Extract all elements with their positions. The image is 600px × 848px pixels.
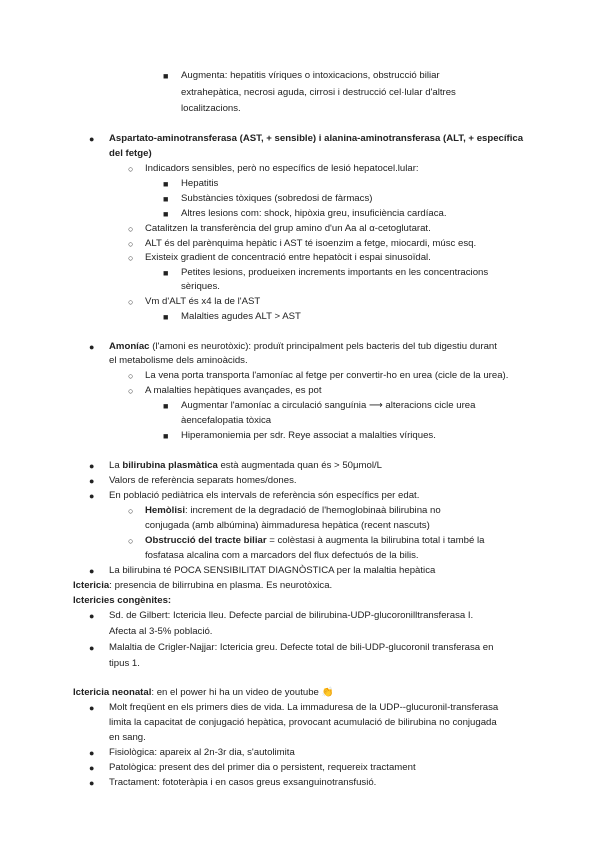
text-span: : en el power hi ha un video de youtube (151, 687, 322, 698)
bullet-circle: ○ (128, 239, 134, 249)
text-line: Sd. de Gilbert: Ictericia lleu. Defecte parcial de bilirubina-UDP-glucoronilltransferasa I. (109, 610, 474, 621)
text-line: Afecta al 3-5% població. (109, 626, 213, 637)
bullet-circle: ○ (128, 253, 134, 263)
text-line: sèriques. (181, 281, 220, 292)
bullet-circle: ○ (128, 224, 134, 234)
text-line: el metabolisme dels aminoàcids. (109, 355, 248, 366)
heading-line: Aspartato-aminotransferasa (AST, + sensible) i alanina-aminotransferasa (ALT, + específica (109, 133, 524, 144)
text-line: fosfatasa alcalina com a marcadors del flux defectuós de la bilis. (145, 550, 419, 561)
bullet-disc: ● (89, 476, 95, 486)
text-line: Hepatitis (181, 178, 219, 189)
bullet-disc: ● (89, 342, 95, 352)
text-line (145, 504, 441, 519)
text-line: Augmenta: hepatitis víriques o intoxicacions, obstrucció biliar (181, 70, 440, 81)
bold-term: Ictericia (73, 580, 110, 591)
text-span: està augmentada quan és > 50μmol/L (217, 460, 382, 471)
bold-term: Obstrucció del tracte biliar (145, 535, 267, 546)
text-line: Vm d'ALT és x4 la de l'AST (145, 296, 261, 307)
bullet-square: ■ (163, 209, 169, 219)
bullet-disc: ● (89, 491, 95, 501)
bullet-circle: ○ (128, 536, 134, 546)
text-line: en sang. (109, 732, 146, 743)
text-span: (l'amoni es neurotòxic): produït principalment pels bacteris del tub digestiu durant (149, 341, 497, 352)
bullet-disc: ● (89, 461, 95, 471)
text-line: Hiperamoniemia per sdr. Reye associat a malalties víriques. (181, 430, 436, 441)
bullet-square: ■ (163, 401, 169, 411)
bullet-circle: ○ (128, 386, 134, 396)
bullet-disc: ● (89, 748, 95, 758)
bold-term: Ictericia neonatal (73, 687, 152, 698)
bullet-square: ■ (163, 268, 169, 278)
text-line: La vena porta transporta l'amoníac al fetge per convertir-ho en urea (cicle de la urea). (145, 370, 509, 381)
text-line: Valors de referència separats homes/dones. (109, 475, 297, 486)
text-line: localitzacions. (181, 103, 241, 114)
bullet-disc: ● (89, 134, 95, 144)
bullet-circle: ○ (128, 506, 134, 516)
text-line: Existeix gradient de concentració entre hepatòcit i espai sinusoïdal. (145, 252, 431, 263)
text-line: extrahepàtica, necrosi aguda, cirrosi i destrucció cel·lular d'altres (181, 87, 456, 98)
text-line: Patològica: present des del primer dia o persistent, requereix tractament (109, 762, 416, 773)
text-span: = colèstasi à augmenta la bilirubina total i també la (266, 535, 485, 546)
text-line (109, 459, 382, 474)
bullet-circle: ○ (128, 297, 134, 307)
bold-term: Hemòlisi (145, 505, 185, 516)
text-line: Fisiològica: apareix al 2n-3r dia, s'autolimita (109, 747, 295, 758)
heading-line: Ictericies congènites: (73, 595, 172, 606)
text-line: Augmentar l'amoníac a circulació sanguínia ⟶ alteracions cicle urea (181, 400, 476, 411)
heading-line: del fetge) (109, 148, 152, 159)
bullet-square: ■ (163, 431, 169, 441)
bullet-disc: ● (89, 703, 95, 713)
text-line: ALT és del parènquima hepàtic i AST té isoenzim a fetge, miocardi, músc esq. (145, 238, 477, 249)
text-line: limita la capacitat de conjugació hepàtica, provocant acumulació de bilirubina no conjugada (109, 717, 497, 728)
bold-term: Amoníac (109, 341, 150, 352)
text-line: Malalties agudes ALT > AST (181, 311, 301, 322)
text-line: En població pediàtrica els intervals de referència són específics per edat. (109, 490, 420, 501)
text-line: conjugada (amb albúmina) àimmaduresa hepàtica (recent nascuts) (145, 520, 430, 531)
bullet-square: ■ (163, 312, 169, 322)
text-line (145, 534, 484, 549)
text-line: àencefalopatia tòxica (181, 415, 272, 426)
text-line: Altres lesions com: shock, hipòxia greu, insuficiència cardíaca. (181, 208, 447, 219)
text-line: Tractament: fototeràpia i en casos greus exsanguinotransfusió. (109, 777, 377, 788)
text-line (73, 686, 334, 701)
text-span: : increment de la degradació de l'hemoglobinaà bilirubina no (185, 505, 441, 516)
bullet-disc: ● (89, 763, 95, 773)
bullet-circle: ○ (128, 371, 134, 381)
text-line (109, 340, 497, 355)
text-span: La (109, 460, 123, 471)
bullet-disc: ● (89, 566, 95, 576)
text-line: tipus 1. (109, 658, 140, 669)
text-line: Indicadors sensibles, però no específics de lesió hepatocel.lular: (145, 163, 419, 174)
text-line: Malaltia de Crigler-Najjar: Ictericia greu. Defecte total de bili-UDP-glucoronil transferasa en (109, 642, 494, 653)
clapping-hands-icon: 👏 (321, 687, 334, 698)
text-span: : presencia de bilirrubina en plasma. Es neurotòxica. (109, 580, 333, 591)
text-line: Petites lesions, produeixen increments importants en les concentracions (181, 267, 489, 278)
text-line: Molt freqüent en els primers dies de vida. La immaduresa de la UDP--glucuronil-transferasa (109, 702, 499, 713)
text-line: Catalitzen la transferència del grup amino d'un Aa al α-cetoglutarat. (145, 223, 431, 234)
bullet-square: ■ (163, 71, 169, 81)
text-line (73, 579, 332, 594)
text-line: La bilirubina té POCA SENSIBILITAT DIAGNÒSTICA per la malaltia hepàtica (109, 565, 436, 576)
bullet-disc: ● (89, 643, 95, 653)
text-line: A malalties hepàtiques avançades, es pot (145, 385, 322, 396)
bullet-square: ■ (163, 194, 169, 204)
bullet-disc: ● (89, 778, 95, 788)
bullet-circle: ○ (128, 164, 134, 174)
bold-term: bilirubina plasmàtica (122, 460, 218, 471)
bullet-disc: ● (89, 611, 95, 621)
text-line: Substàncies tòxiques (sobredosi de fàrmacs) (181, 193, 373, 204)
bullet-square: ■ (163, 179, 169, 189)
